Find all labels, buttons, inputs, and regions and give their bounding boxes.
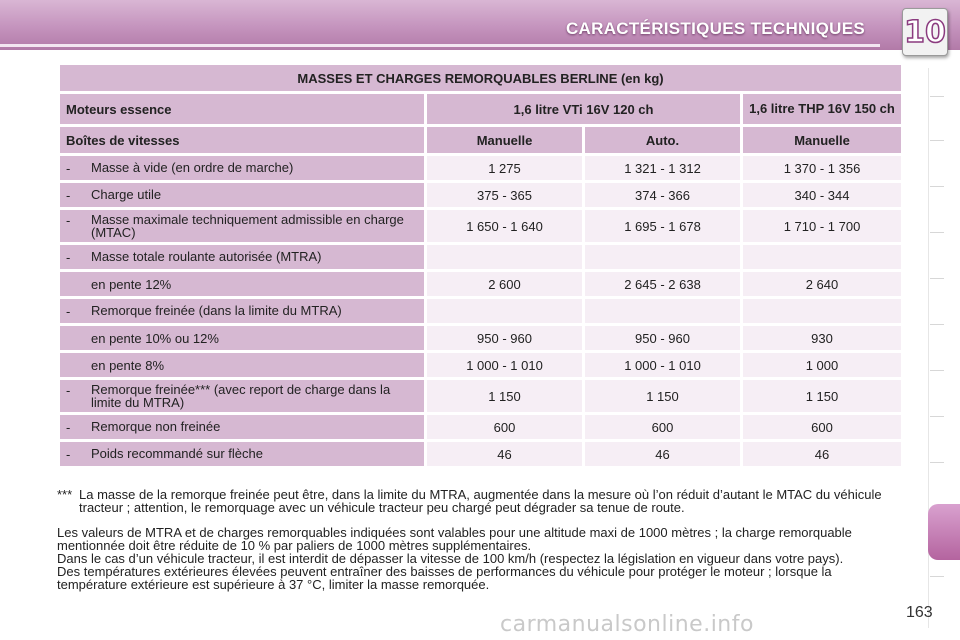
cell-vti-manual: 1 650 - 1 640 xyxy=(427,210,582,242)
side-tab-divider xyxy=(930,186,944,187)
cell-vti-manual xyxy=(427,245,582,269)
cell-thp-manual: 340 - 344 xyxy=(743,183,901,207)
table-row xyxy=(60,415,901,439)
cell-thp-manual xyxy=(743,299,901,323)
footnote-mark: *** xyxy=(57,487,73,502)
cell-vti-manual: 2 600 xyxy=(427,272,582,296)
table-row xyxy=(60,183,901,207)
cell-vti-auto: 2 645 - 2 638 xyxy=(585,272,740,296)
table-row xyxy=(60,442,901,466)
cell-thp-manual xyxy=(743,245,901,269)
cell-thp-manual: 1 710 - 1 700 xyxy=(743,210,901,242)
row-label: - Masse à vide (en ordre de marche) xyxy=(60,156,424,180)
cell-vti-manual: 46 xyxy=(427,442,582,466)
note-paragraph: Des températures extérieures élevées peuvent entraîner des baisses de performances du véhicule pour protéger le moteur ; lorsque la température extérieure est supérieure à 37 °C, limiter la masse remorquée. xyxy=(57,564,832,592)
side-tab-divider xyxy=(930,416,944,417)
cell-thp-manual: 1 370 - 1 356 xyxy=(743,156,901,180)
cell-vti-manual: 1 150 xyxy=(427,380,582,412)
side-tab-divider xyxy=(930,140,944,141)
cell-vti-manual: 600 xyxy=(427,415,582,439)
cell-vti-auto: 600 xyxy=(585,415,740,439)
footnote xyxy=(57,488,904,514)
cell-thp-manual: 2 640 xyxy=(743,272,901,296)
side-tab-divider xyxy=(930,324,944,325)
cell-vti-manual: 1 000 - 1 010 xyxy=(427,353,582,377)
side-tab-divider xyxy=(930,278,944,279)
cell-vti-auto: 1 150 xyxy=(585,380,740,412)
page-title: CARACTÉRISTIQUES TECHNIQUES xyxy=(565,19,865,38)
gearbox-thp-manual: Manuelle xyxy=(743,127,901,153)
side-tab-divider xyxy=(930,576,944,577)
cell-thp-manual: 1 150 xyxy=(743,380,901,412)
cell-thp-manual: 1 000 xyxy=(743,353,901,377)
cell-vti-auto: 1 000 - 1 010 xyxy=(585,353,740,377)
row-label: en pente 8% xyxy=(60,353,424,377)
cell-thp-manual: 930 xyxy=(743,326,901,350)
cell-vti-auto: 1 695 - 1 678 xyxy=(585,210,740,242)
row-label: - Poids recommandé sur flèche xyxy=(60,442,424,466)
row-label: en pente 10% ou 12% xyxy=(60,326,424,350)
side-tab-divider xyxy=(930,232,944,233)
cell-vti-auto: 46 xyxy=(585,442,740,466)
cell-vti-auto xyxy=(585,245,740,269)
cell-vti-auto: 374 - 366 xyxy=(585,183,740,207)
cell-vti-auto: 950 - 960 xyxy=(585,326,740,350)
table-row xyxy=(60,156,901,180)
side-tab-divider xyxy=(930,96,944,97)
table-caption: MASSES ET CHARGES REMORQUABLES BERLINE (en kg) xyxy=(60,65,901,91)
chapter-badge: 10 xyxy=(902,8,948,56)
table-row xyxy=(60,299,901,323)
gearbox-vti-manual: Manuelle xyxy=(427,127,582,153)
page-number: 163 xyxy=(906,604,933,621)
table-row xyxy=(60,272,901,296)
cell-vti-auto xyxy=(585,299,740,323)
cell-vti-manual: 375 - 365 xyxy=(427,183,582,207)
gearbox-header-label: Boîtes de vitesses xyxy=(60,127,424,153)
table-row xyxy=(60,245,901,269)
row-label: - Remorque freinée (dans la limite du MTRA) xyxy=(60,299,424,323)
side-tab-divider xyxy=(930,370,944,371)
engine-vti-header: 1,6 litre VTi 16V 120 ch xyxy=(427,94,740,124)
chapter-tab-active[interactable] xyxy=(928,504,960,560)
row-label: en pente 12% xyxy=(60,272,424,296)
footnote-text: La masse de la remorque freinée peut être, dans la limite du MTRA, augmentée dans la mesure où l’on réduit d’autant le MTAC du véhicule tracteur ; attention, le remorquage avec un véhicule tracteur peu chargé peut dégrader sa tenue de route. xyxy=(79,487,882,515)
cell-vti-auto: 1 321 - 1 312 xyxy=(585,156,740,180)
row-label: - Remorque non freinée xyxy=(60,415,424,439)
engine-thp-header: 1,6 litre THP 16V 150 ch xyxy=(743,94,901,124)
table-row xyxy=(60,210,901,242)
row-label: - Masse maximale techniquement admissible en charge (MTAC) xyxy=(60,210,424,242)
row-label: - Charge utile xyxy=(60,183,424,207)
cell-vti-manual xyxy=(427,299,582,323)
watermark: carmanualsonline.info xyxy=(500,612,754,637)
row-label: - Remorque freinée*** (avec report de charge dans la limite du MTRA) xyxy=(60,380,424,412)
notes-section xyxy=(57,488,904,591)
row-label: - Masse totale roulante autorisée (MTRA) xyxy=(60,245,424,269)
cell-vti-manual: 1 275 xyxy=(427,156,582,180)
note-paragraph: Les valeurs de MTRA et de charges remorquables indiquées sont valables pour une altitude maxi de 1000 mètres ; la charge remorquable mentionnée doit être réduite de 10 % par paliers de 1000 mètres supplémentaires. xyxy=(57,525,852,553)
towing-masses-table xyxy=(57,62,904,469)
cell-vti-manual: 950 - 960 xyxy=(427,326,582,350)
engine-header-label: Moteurs essence xyxy=(60,94,424,124)
side-tab-divider xyxy=(930,462,944,463)
cell-thp-manual: 46 xyxy=(743,442,901,466)
header-divider xyxy=(0,44,880,47)
gearbox-vti-auto: Auto. xyxy=(585,127,740,153)
table-row xyxy=(60,326,901,350)
note-paragraph: Dans le cas d’un véhicule tracteur, il est interdit de dépasser la vitesse de 100 km/h (respectez la législation en vigueur dans votre pays). xyxy=(57,551,844,566)
cell-thp-manual: 600 xyxy=(743,415,901,439)
table-row xyxy=(60,380,901,412)
table-row xyxy=(60,353,901,377)
